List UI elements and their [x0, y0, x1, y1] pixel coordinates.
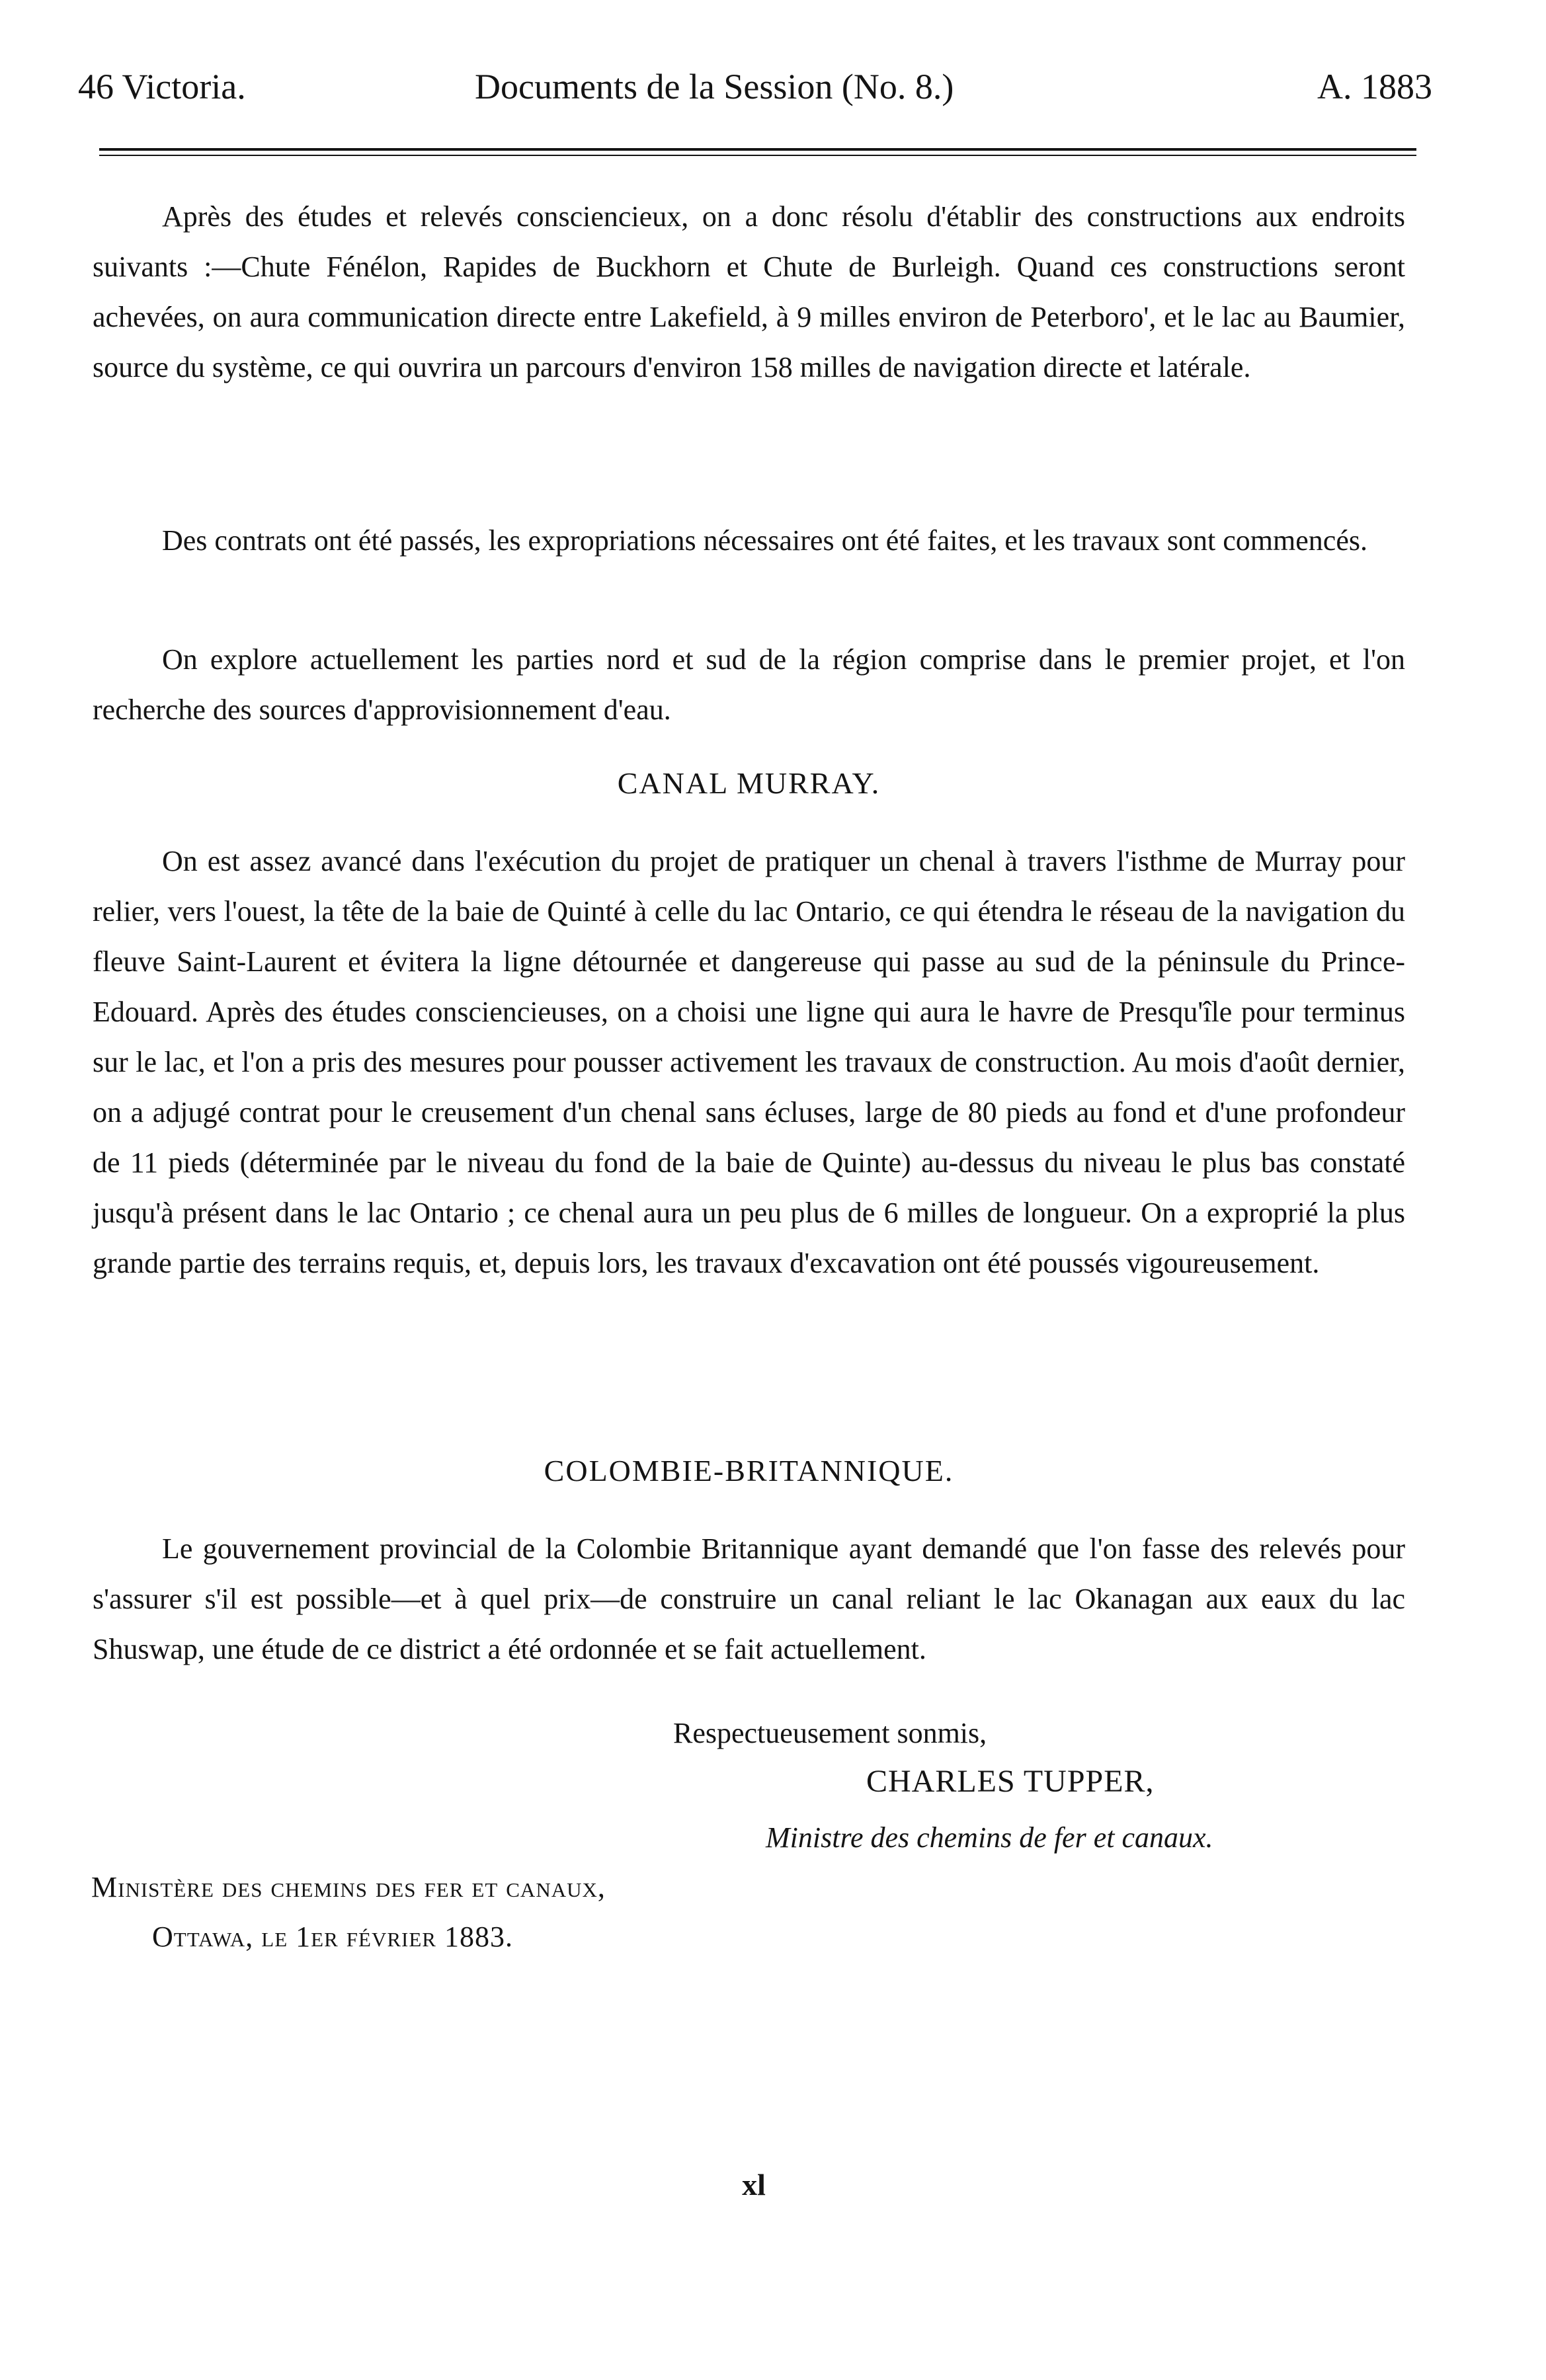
- paragraph-exploration: [93, 635, 1405, 735]
- paragraph-colombie: [93, 1524, 1405, 1675]
- header-rule-thin: [99, 155, 1416, 156]
- header-year: A. 1883: [1317, 67, 1432, 106]
- header-publication: Documents de la Session (No. 8.): [475, 67, 954, 106]
- paragraph-constructions: [93, 192, 1405, 393]
- ministry-line: Ministère des chemins des fer et canaux,: [91, 1871, 606, 1903]
- paragraph-text: On est assez avancé dans l'exécution du projet de pratiquer un chenal à travers l'isthme de Murray pour relier, vers l'ouest, la tête de la baie de Quinté à celle du lac Ontario, ce qui étendra le réseau de la navigation du fleuve Saint-Laurent et évitera la ligne détournée et dangereuse qui passe au sud de la péninsule du Prince-Edouard. Après des études consciencieuses, on a choisi une ligne qui aura le havre de Presqu'île pour terminus sur le lac, et l'on a pris des mesures pour pousser activement les travaux de construction. Au mois d'août dernier, on a adjugé contrat pour le creusement d'un chenal sans écluses, large de 80 pieds au fond et d'une profondeur de 11 pieds (déterminée par le niveau du fond de la baie de Quinte) au-dessus du niveau le plus bas constaté jusqu'à présent dans le lac Ontario ; ce chenal aura un peu plus de 6 milles de longueur. On a exproprié la plus grande partie des terrains requis, et, depuis lors, les travaux d'excavation ont été poussés vigoureusement.: [93, 845, 1405, 1279]
- page-number: xl: [742, 2168, 766, 2202]
- paragraph-text: On explore actuellement les parties nord et sud de la région comprise dans le premier projet, et l'on recherche des sources d'approvisionnement d'eau.: [93, 643, 1405, 726]
- signer-name: CHARLES TUPPER,: [866, 1764, 1155, 1799]
- section-heading-colombie: COLOMBIE-BRITANNIQUE.: [544, 1454, 954, 1488]
- paragraph-text: Après des études et relevés consciencieux, on a donc résolu d'établir des constructions aux endroits suivants :—Chute Fénélon, Rapides de Buckhorn et Chute de Burleigh. Quand ces constructions seront achevées, on aura communication directe entre Lakefield, à 9 milles environ de Peterboro', et le lac au Baumier, source du système, ce qui ouvrira un parcours d'environ 158 milles de navigation directe et latérale.: [93, 200, 1405, 383]
- signer-title: Ministre des chemins de fer et canaux.: [766, 1821, 1213, 1854]
- place-date-line: Ottawa, le 1er février 1883.: [152, 1921, 513, 1953]
- paragraph-text: Des contrats ont été passés, les expropriations nécessaires ont été faites, et les travaux sont commencés.: [162, 524, 1367, 557]
- paragraph-canal-murray: [93, 836, 1405, 1289]
- paragraph-contracts: [93, 516, 1405, 566]
- header-reign: 46 Victoria.: [78, 67, 246, 106]
- closing-salutation: Respectueusement sonmis,: [673, 1717, 987, 1749]
- header-rule-thick: [99, 148, 1416, 151]
- running-header: [78, 66, 1432, 119]
- section-heading-canal-murray: CANAL MURRAY.: [617, 766, 881, 800]
- paragraph-text: Le gouvernement provincial de la Colombie Britannique ayant demandé que l'on fasse des relevés pour s'assurer s'il est possible—et à quel prix—de construire un canal reliant le lac Okanagan aux eaux du lac Shuswap, une étude de ce district a été ordonnée et se fait actuellement.: [93, 1532, 1405, 1665]
